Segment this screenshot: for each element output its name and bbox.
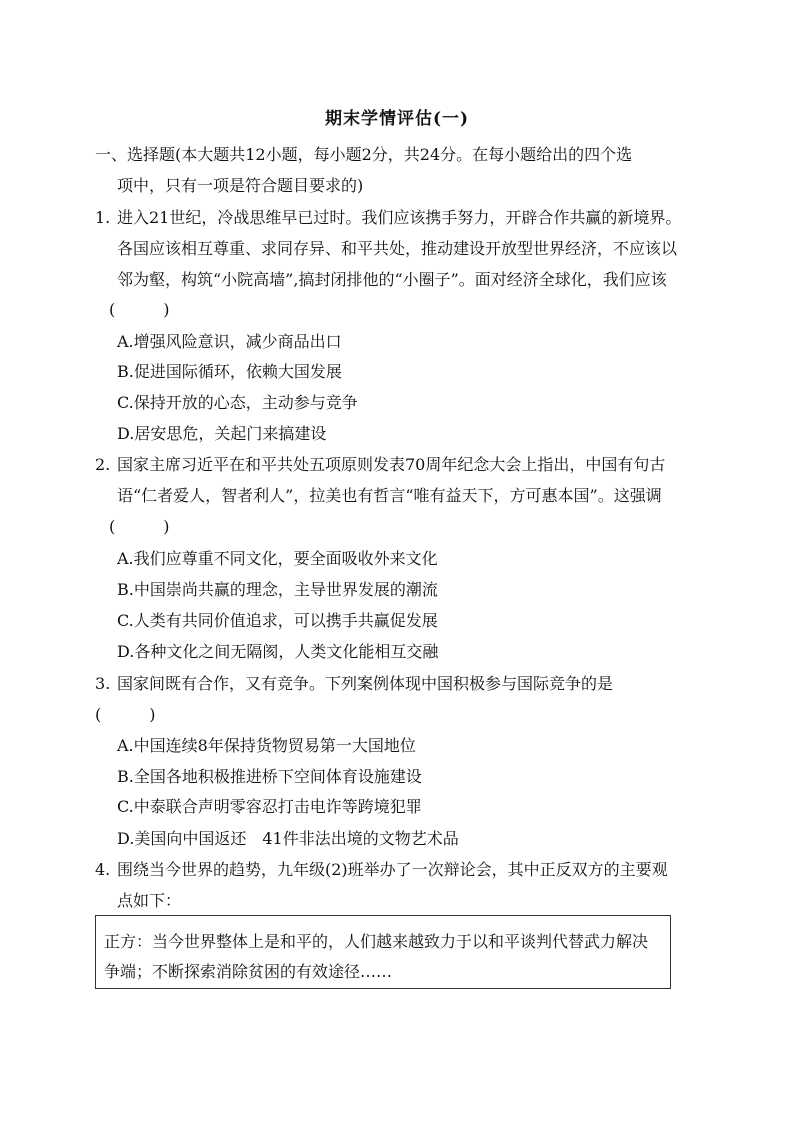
option-c: C.人类有共同价值追求，可以携手共赢促发展 — [117, 611, 438, 630]
question-1-stem: 各国应该相互尊重、求同存异、和平共处，推动建设开放型世界经济，不应该以 — [117, 239, 678, 258]
option-b: B.促进国际循环，依赖大国发展 — [117, 362, 342, 381]
question-1-number: 1. — [95, 208, 111, 227]
question-1-stem: 邻为壑，构筑“小院高墙”,搞封闭排他的“小圈子”。面对经济全球化，我们应该 — [117, 270, 667, 289]
option-b: B.全国各地积极推进桥下空间体育设施建设 — [117, 767, 422, 786]
option-a: A.中国连续8年保持货物贸易第一大国地位 — [117, 736, 416, 755]
debate-quote-box — [95, 915, 671, 989]
question-3-stem: 国家间既有合作，又有竞争。下列案例体现中国积极参与国际竞争的是 — [117, 674, 614, 693]
question-2-stem: 国家主席习近平在和平共处五项原则发表70周年纪念大会上指出，中国有句古 — [117, 455, 666, 474]
question-4-stem: 点如下： — [117, 891, 182, 910]
question-1-stem: 进入21世纪，冷战思维早已过时。我们应该携手努力，开辟合作共赢的新境界。 — [117, 208, 682, 227]
section-heading-cont: 项中，只有一项是符合题目要求的) — [117, 176, 364, 195]
option-a: A.增强风险意识，减少商品出口 — [117, 332, 342, 351]
question-2-stem: 语“仁者爱人，智者利人”，拉美也有哲言“唯有益天下，方可惠本国”。这强调 — [117, 486, 662, 505]
option-a: A.我们应尊重不同文化，要全面吸收外来文化 — [117, 549, 438, 568]
section-heading: 一、选择题(本大题共12小题，每小题2分，共24分。在每小题给出的四个选 — [95, 145, 633, 164]
option-d: D.美国向中国返还 41件非法出境的文物艺术品 — [117, 829, 459, 848]
option-d: D.居安思危，关起门来搞建设 — [117, 424, 327, 443]
answer-blank: ( ) — [109, 517, 170, 536]
answer-blank: ( ) — [95, 705, 156, 724]
question-4-number: 4. — [95, 860, 111, 879]
option-c: C.中泰联合声明零容忍打击电诈等跨境犯罪 — [117, 797, 422, 816]
quote-line: 争端；不断探索消除贫困的有效途径…… — [104, 962, 393, 981]
option-b: B.中国崇尚共赢的理念，主导世界发展的潮流 — [117, 580, 438, 599]
option-d: D.各种文化之间无隔阂，人类文化能相互交融 — [117, 642, 439, 661]
question-4-stem: 围绕当今世界的趋势，九年级(2)班举办了一次辩论会，其中正反双方的主要观 — [117, 860, 668, 879]
page-title: 期末学情评估(一) — [324, 109, 470, 129]
option-c: C.保持开放的心态，主动参与竞争 — [117, 393, 358, 412]
quote-line: 正方：当今世界整体上是和平的，人们越来越致力于以和平谈判代替武力解决 — [104, 932, 649, 951]
question-2-number: 2. — [95, 455, 111, 474]
question-3-number: 3. — [95, 674, 111, 693]
answer-blank: ( ) — [109, 300, 170, 319]
